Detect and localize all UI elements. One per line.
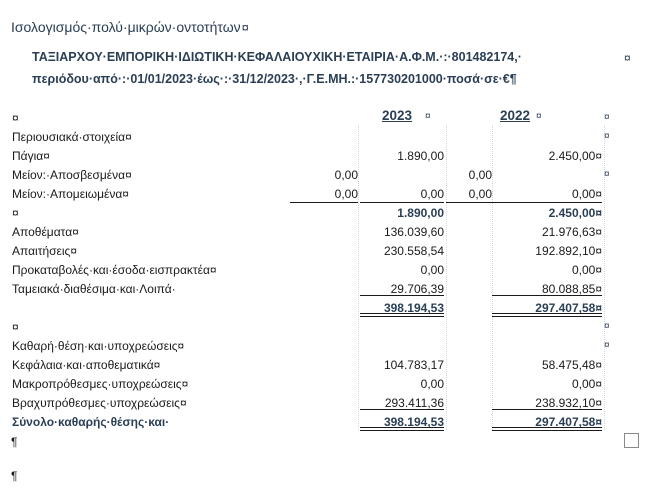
row-label: Ταμειακά·διαθέσιμα·και·Λοιπά· — [12, 282, 176, 296]
document-title: Ισολογισμός·πολύ·μικρών·οντοτήτων¤ — [11, 19, 249, 35]
row-label: Πάγια¤ — [12, 149, 50, 163]
cell-end-mark: ¤ — [241, 20, 249, 35]
row-value-c4: 21.976,63¤ — [541, 225, 602, 239]
total-double-rule — [492, 313, 602, 317]
total-double-rule — [360, 313, 444, 317]
row-value-c2: 1.890,00 — [397, 149, 444, 163]
row-label: Καθαρή·θέση·και·υποχρεώσεις¤ — [12, 339, 185, 353]
table-end-handle[interactable] — [624, 433, 639, 448]
row-value-c2: 1.890,00 — [397, 206, 444, 220]
row-value-c4: 0,00¤ — [571, 377, 602, 391]
table-row — [0, 147, 672, 166]
table-row — [0, 204, 672, 223]
row-value-c2: 104.783,17 — [383, 358, 444, 372]
row-value-c2: 398.194,53 — [383, 301, 444, 315]
subtotal-rule — [492, 295, 602, 296]
cell-end-mark: ¤ — [604, 321, 610, 332]
total-double-rule — [360, 427, 444, 431]
table-row — [0, 242, 672, 261]
column-header-2022: 2022 — [500, 108, 531, 123]
row-value-c4: 80.088,85¤ — [541, 282, 602, 296]
row-label: Κεφάλαια·και·αποθεματικά¤ — [12, 358, 161, 372]
subtotal-rule — [290, 202, 358, 203]
row-label: Αποθέματα¤ — [12, 225, 79, 239]
paragraph-mark: ¶ — [11, 435, 18, 449]
side-cell-mark: ¤ — [624, 51, 631, 65]
row-label: Βραχυπρόθεσμες·υποχρεώσεις¤ — [12, 396, 187, 410]
paragraph-mark: ¶ — [11, 469, 18, 483]
table-row — [0, 261, 672, 280]
subtotal-rule — [360, 295, 444, 296]
total-double-rule — [492, 427, 602, 431]
row-value-c1: 0,00 — [334, 187, 358, 201]
row-value-c4: 297.407,58¤ — [535, 415, 602, 429]
row-label: ¤ — [12, 111, 19, 125]
table-row — [0, 223, 672, 242]
row-value-c2: 0,00 — [420, 187, 444, 201]
subtotal-rule — [360, 409, 444, 410]
row-label: Περιουσιακά·στοιχεία¤ — [12, 130, 132, 144]
row-label: Μείον:·Αποσβεσμένα¤ — [12, 168, 132, 182]
table-row — [0, 394, 672, 413]
row-value-c2: 29.706,39 — [390, 282, 444, 296]
row-label: ¤ — [12, 206, 19, 220]
column-header-2023: 2023 — [382, 108, 413, 123]
row-value-c2: 398.194,53 — [383, 415, 444, 429]
subtotal-rule — [492, 409, 602, 410]
row-value-c2: 0,00 — [420, 377, 444, 391]
cell-end-mark: ¤ — [536, 111, 542, 122]
row-label: Σύνολο·καθαρής·θέσης·και· — [12, 415, 170, 429]
row-value-c4: 297.407,58¤ — [535, 301, 602, 315]
row-value-c4: 2.450,00¤ — [548, 206, 602, 220]
subtotal-rule — [360, 202, 444, 203]
cell-end-mark: ¤ — [604, 169, 610, 180]
row-value-c4: 0,00¤ — [571, 187, 602, 201]
row-label: Απαιτήσεις¤ — [12, 244, 78, 258]
row-value-c2: 293.411,36 — [384, 396, 444, 410]
row-label: ¤ — [12, 320, 19, 334]
row-value-c2: 230.558,54 — [383, 244, 444, 258]
row-value-c3: 0,00 — [468, 187, 492, 201]
row-value-c3: 0,00 — [468, 168, 492, 182]
table-row — [0, 337, 672, 356]
row-value-c4: 0,00¤ — [571, 263, 602, 277]
row-value-c1: 0,00 — [334, 168, 358, 182]
subtotal-rule — [446, 202, 492, 203]
table-row — [0, 356, 672, 375]
row-label: Προκαταβολές·και·έσοδα·εισπρακτέα¤ — [12, 263, 217, 277]
table-row — [0, 375, 672, 394]
table-row — [0, 109, 672, 128]
cell-end-mark: ¤ — [604, 340, 610, 351]
row-value-c2: 0,00 — [420, 263, 444, 277]
row-value-c4: 2.450,00¤ — [548, 149, 602, 163]
subtotal-rule — [492, 202, 602, 203]
period-header-line: περιόδου·από·:·01/01/2023·έως·:·31/12/2023·,·Γ.Ε.ΜΗ.:·157730201000·ποσά·σε·€¶ — [32, 72, 517, 86]
table-row — [0, 318, 672, 337]
row-value-c4: 192.892,10¤ — [535, 244, 602, 258]
row-value-c4: 58.475,48¤ — [541, 358, 602, 372]
cell-end-mark: ¤ — [425, 111, 431, 122]
cell-end-mark: ¤ — [604, 112, 610, 123]
table-row — [0, 166, 672, 185]
company-header-line: ΤΑΞΙΑΡΧΟΥ·ΕΜΠΟΡΙΚΗ·ΙΔΙΩΤΙΚΗ·ΚΕΦΑΛΑΙΟΥΧΙΚΗ·ΕΤΑΙΡΙΑ·Α.Φ.Μ.·:·801482174,· — [32, 50, 522, 64]
table-row — [0, 280, 672, 299]
cell-end-mark: ¤ — [604, 131, 610, 142]
table-row — [0, 128, 672, 147]
row-value-c2: 136.039,60 — [383, 225, 444, 239]
row-label: Μείον:·Απομειωμένα¤ — [12, 187, 129, 201]
row-label: Μακροπρόθεσμες·υποχρεώσεις¤ — [12, 377, 189, 391]
row-value-c4: 238.932,10¤ — [535, 396, 602, 410]
